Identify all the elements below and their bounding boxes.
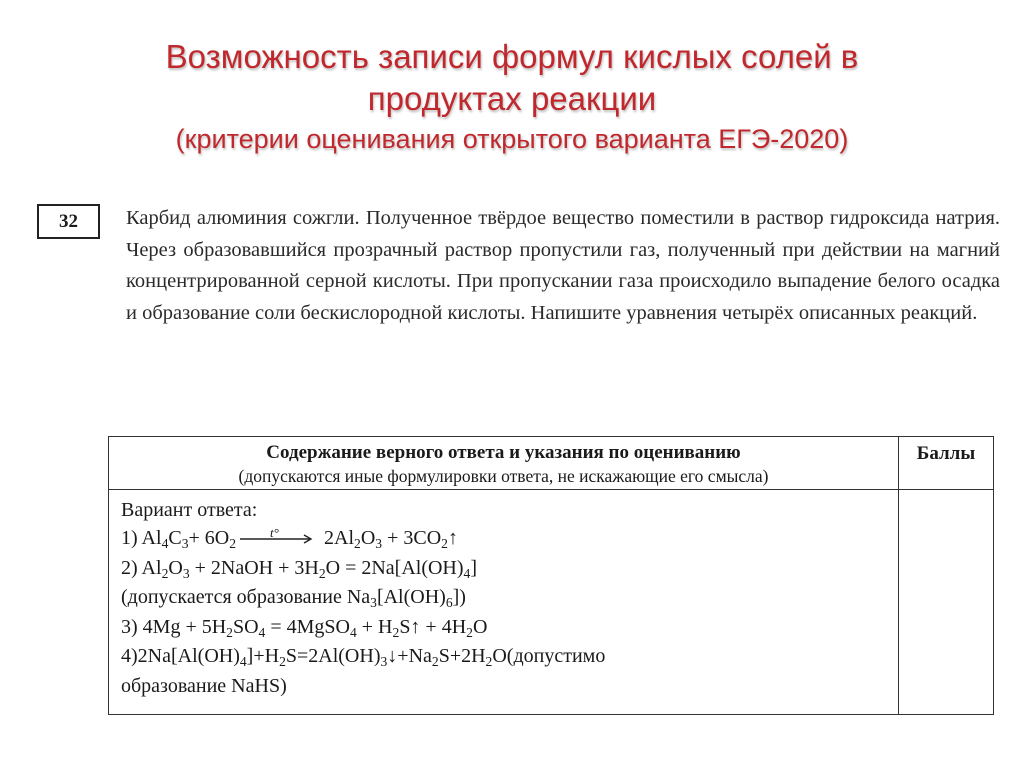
- criteria-table: [108, 436, 994, 715]
- equation-4: $4)2Na[Al(OH)_4]+H_2S=2Al(OH)_3↓+Na_2S+2H_2O(допустимо$: [121, 645, 606, 669]
- title-subtitle: (критерии оценивания открытого варианта ЕГЭ-2020): [175, 124, 849, 154]
- title-line-2: продуктах реакции: [367, 80, 657, 117]
- equation-4-note-cont: образование NaHS): [121, 674, 287, 697]
- title-line-1: Возможность записи формул кислых солей в: [165, 38, 859, 75]
- equation-2-note: (допускается образование $Na_3[Al(OH)_6]$): [121, 586, 466, 610]
- criteria-header: [109, 437, 899, 490]
- equation-1: 1) $Al_4C_3+ 6O_2$ t° $2Al_2O_3$ + $3CO_2↑$: [121, 524, 888, 554]
- answer-row: [109, 490, 994, 715]
- equation-3: 3) $4Mg + 5H_2SO_4$ = 4MgSO$_4$ + $H_2S↑ + 4H_2O$: [121, 615, 488, 640]
- answer-cell: [109, 490, 899, 715]
- equation-4-note: (допустимо: [506, 645, 606, 667]
- arrow-condition: t°: [270, 525, 279, 541]
- task-text: Карбид алюминия сожгли. Полученное твёрдое вещество поместили в раствор гидроксида натрия. Через образовавшийся прозрачный раствор пропустили газ, полученный при действии на магний концентрированной серной кислоты. При пропускании газа происходило выпадение белого осадка и образование соли бескислородной кислоты. Напишите уравнения четырёх описанных реакций.: [126, 207, 1000, 324]
- points-header: Баллы: [899, 437, 994, 490]
- criteria-header-row: [109, 437, 994, 490]
- answer-intro: Вариант ответа:: [121, 499, 258, 521]
- points-cell: [899, 490, 994, 715]
- criteria-header-note: (допускаются иные формулировки ответа, не искажающие его смысла): [238, 466, 769, 486]
- reaction-arrow-icon: [240, 525, 318, 546]
- equation-2: 2) $Al_2O_3$ + 2NaOH + $3H_2O = 2Na[Al(OH)_4]$: [121, 556, 478, 581]
- slide-title: [0, 36, 1024, 158]
- task-number-box: 32: [37, 204, 100, 239]
- criteria-header-title: Содержание верного ответа и указания по оцениванию: [266, 442, 741, 463]
